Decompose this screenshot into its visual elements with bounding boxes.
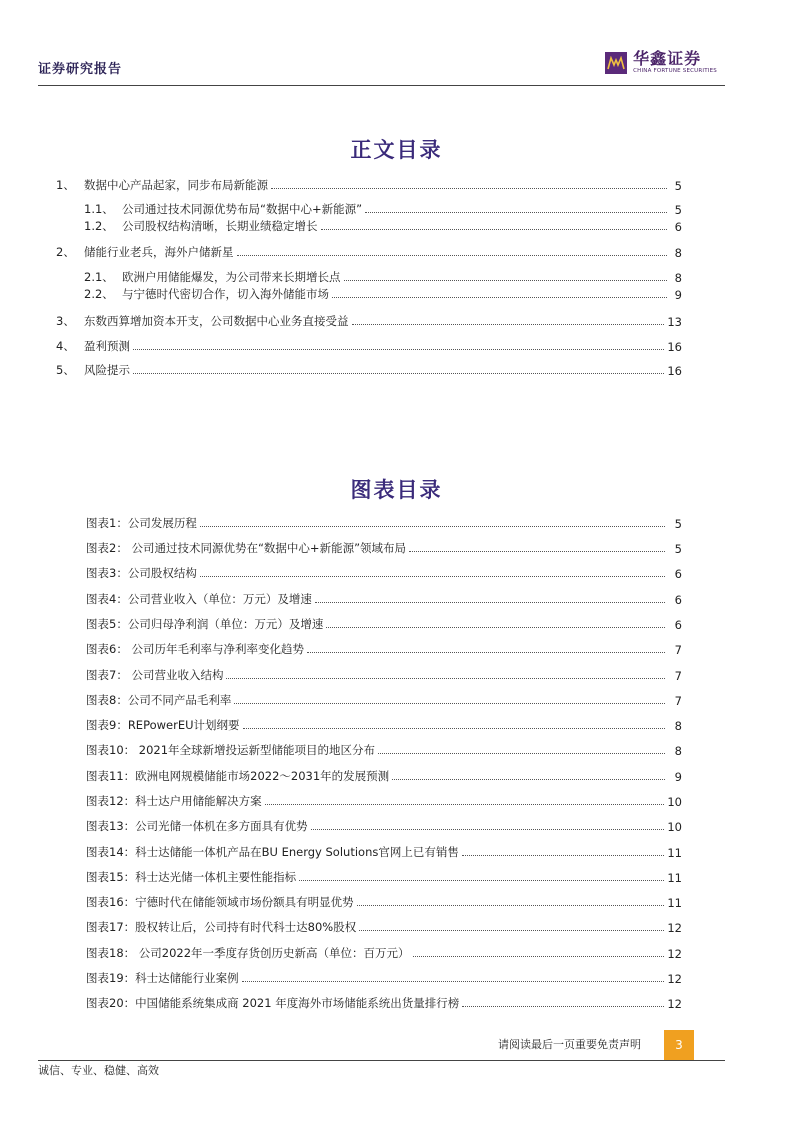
figure-item[interactable] <box>86 742 682 758</box>
toc-item[interactable] <box>84 201 682 217</box>
figure-item-text: 图表17：股权转让后，公司持有时代科士达80%股权 <box>86 920 357 934</box>
leader-dots <box>271 188 667 189</box>
figure-item-page: 11 <box>667 896 682 910</box>
toc-item-page: 16 <box>667 364 682 378</box>
toc-item-number: 2.2、 <box>84 287 114 301</box>
figure-item[interactable] <box>86 565 682 581</box>
leader-dots <box>243 728 665 729</box>
leader-dots <box>133 349 664 350</box>
toc-item[interactable] <box>84 269 682 285</box>
leader-dots <box>392 779 665 780</box>
leader-dots <box>409 551 665 552</box>
figure-item[interactable] <box>86 844 682 860</box>
leader-dots <box>200 526 665 527</box>
leader-dots <box>462 855 665 856</box>
figure-item[interactable] <box>86 919 682 935</box>
leader-dots <box>200 576 665 577</box>
figure-item-text: 图表4：公司营业收入（单位：万元）及增速 <box>86 592 312 606</box>
figure-item-text: 图表10： 2021年全球新增投运新型储能项目的地区分布 <box>86 743 376 757</box>
figure-item-text: 图表12：科士达户用储能解决方案 <box>86 794 262 808</box>
figure-item-text: 图表9：REPowerEU计划纲要 <box>86 718 240 732</box>
leader-dots <box>265 804 665 805</box>
figure-item-page: 12 <box>667 921 682 935</box>
brand-logo-icon <box>605 52 627 74</box>
toc-item[interactable] <box>56 313 682 329</box>
figure-item[interactable] <box>86 591 682 607</box>
disclaimer-text: 请阅读最后一页重要免责声明 <box>498 1038 641 1051</box>
toc-item-number: 4、 <box>56 339 75 353</box>
leader-dots <box>332 297 667 298</box>
figure-item[interactable] <box>86 515 682 531</box>
figure-item[interactable] <box>86 818 682 834</box>
leader-dots <box>359 930 664 931</box>
document-type-label: 证券研究报告 <box>38 62 123 77</box>
figure-item-text: 图表2： 公司通过技术同源优势在“数据中心+新能源”领域布局 <box>86 541 407 555</box>
toc-item-text: 盈利预测 <box>84 339 130 353</box>
toc-item-page: 6 <box>674 220 682 234</box>
leader-dots <box>237 255 668 256</box>
toc-item-page: 16 <box>667 340 682 354</box>
leader-dots <box>413 956 665 957</box>
leader-dots <box>378 753 665 754</box>
toc-item[interactable] <box>56 177 682 193</box>
figure-item[interactable] <box>86 616 682 632</box>
leader-dots <box>133 373 664 374</box>
figure-item-page: 7 <box>674 694 682 708</box>
figure-item-page: 10 <box>667 820 682 834</box>
toc-item-text: 与宁德时代密切合作，切入海外储能市场 <box>122 287 329 301</box>
figure-item[interactable] <box>86 540 682 556</box>
figure-item-text: 图表6： 公司历年毛利率与净利率变化趋势 <box>86 642 304 656</box>
figure-item-text: 图表13：公司光储一体机在多方面具有优势 <box>86 819 308 833</box>
toc-item-text: 风险提示 <box>84 363 130 377</box>
figure-item-page: 12 <box>667 997 682 1011</box>
figure-item[interactable] <box>86 869 682 885</box>
figure-list-title: 图表目录 <box>350 477 443 502</box>
figure-item-text: 图表16：宁德时代在储能领域市场份额具有明显优势 <box>86 895 354 909</box>
leader-dots <box>311 829 665 830</box>
figure-item-text: 图表1：公司发展历程 <box>86 516 197 530</box>
brand-name-cn: 华鑫证券 <box>633 49 702 69</box>
figure-item-page: 6 <box>674 618 682 632</box>
figure-item-text: 图表5：公司归母净利润（单位：万元）及增速 <box>86 617 324 631</box>
toc-item-number: 5、 <box>56 363 75 377</box>
figure-item-page: 10 <box>667 795 682 809</box>
figure-item-page: 11 <box>667 846 682 860</box>
figure-item-page: 6 <box>674 593 682 607</box>
figure-item-page: 9 <box>674 770 682 784</box>
footer-motto: 诚信、专业、稳健、高效 <box>38 1064 159 1077</box>
toc-item-page: 5 <box>674 179 682 193</box>
leader-dots <box>344 280 668 281</box>
figure-item-page: 8 <box>674 744 682 758</box>
figure-item[interactable] <box>86 768 682 784</box>
leader-dots <box>365 212 667 213</box>
brand-name-en: CHINA FORTUNE SECURITIES <box>633 68 717 75</box>
brand <box>605 48 717 78</box>
leader-dots <box>315 602 665 603</box>
leader-dots <box>357 905 665 906</box>
toc-item[interactable] <box>56 244 682 260</box>
figure-item[interactable] <box>86 995 682 1011</box>
toc-item-text: 公司通过技术同源优势布局“数据中心+新能源” <box>122 202 363 216</box>
footer-divider <box>38 1060 725 1061</box>
figure-item-text: 图表7： 公司营业收入结构 <box>86 668 224 682</box>
toc-item-text: 欧洲户用储能爆发，为公司带来长期增长点 <box>122 270 341 284</box>
toc-item-text: 储能行业老兵，海外户储新星 <box>84 245 234 259</box>
figure-item[interactable] <box>86 970 682 986</box>
toc-item-page: 9 <box>674 288 682 302</box>
figure-item-page: 7 <box>674 643 682 657</box>
figure-item-text: 图表3：公司股权结构 <box>86 566 197 580</box>
toc-item-number: 1、 <box>56 178 75 192</box>
figure-item-text: 图表18： 公司2022年一季度存货创历史新高（单位：百万元） <box>86 946 410 960</box>
figure-item-page: 5 <box>674 517 682 531</box>
figure-item-page: 8 <box>674 719 682 733</box>
leader-dots <box>321 229 668 230</box>
toc-item-number: 2.1、 <box>84 270 114 284</box>
toc-item-page: 8 <box>674 271 682 285</box>
toc-item-number: 1.2、 <box>84 219 114 233</box>
toc-item-page: 5 <box>674 203 682 217</box>
figure-item-page: 6 <box>674 567 682 581</box>
figure-item-page: 7 <box>674 669 682 683</box>
leader-dots <box>299 880 664 881</box>
figure-item-text: 图表11：欧洲电网规模储能市场2022～2031年的发展预测 <box>86 769 390 783</box>
leader-dots <box>462 1006 664 1007</box>
figure-item[interactable] <box>86 641 682 657</box>
toc-item-text: 公司股权结构清晰，长期业绩稳定增长 <box>122 219 318 233</box>
figure-item-text: 图表14：科士达储能一体机产品在BU Energy Solutions官网上已有销售 <box>86 845 459 859</box>
figure-item-text: 图表15：科士达光储一体机主要性能指标 <box>86 870 297 884</box>
leader-dots <box>352 324 665 325</box>
toc-item-page: 8 <box>674 246 682 260</box>
figure-item[interactable] <box>86 793 682 809</box>
leader-dots <box>326 627 665 628</box>
figure-item-page: 12 <box>667 972 682 986</box>
figure-item-page: 12 <box>667 947 682 961</box>
toc-item[interactable] <box>56 338 682 354</box>
toc-item-text: 东数西算增加资本开支，公司数据中心业务直接受益 <box>84 314 349 328</box>
leader-dots <box>242 981 665 982</box>
figure-item-page: 11 <box>667 871 682 885</box>
toc-item-number: 1.1、 <box>84 202 114 216</box>
toc-item-page: 13 <box>667 315 682 329</box>
page-number: 3 <box>664 1030 694 1060</box>
figure-item-page: 5 <box>674 542 682 556</box>
figure-item-text: 图表20：中国储能系统集成商 2021 年度海外市场储能系统出货量排行榜 <box>86 996 460 1010</box>
leader-dots <box>307 652 665 653</box>
figure-item[interactable] <box>86 667 682 683</box>
figure-item[interactable] <box>86 894 682 910</box>
figure-item[interactable] <box>86 717 682 733</box>
figure-item[interactable] <box>86 945 682 961</box>
toc-item[interactable] <box>84 218 682 234</box>
leader-dots <box>226 678 665 679</box>
figure-item-text: 图表19：科士达储能行业案例 <box>86 971 239 985</box>
toc-item-text: 数据中心产品起家，同步布局新能源 <box>84 178 268 192</box>
page-header <box>38 44 725 86</box>
toc-item[interactable] <box>84 286 682 302</box>
toc-title: 正文目录 <box>350 137 443 162</box>
toc-item-number: 2、 <box>56 245 75 259</box>
toc-item-number: 3、 <box>56 314 75 328</box>
figure-item-text: 图表8：公司不同产品毛利率 <box>86 693 232 707</box>
leader-dots <box>234 703 665 704</box>
figure-item[interactable] <box>86 692 682 708</box>
toc-item[interactable] <box>56 362 682 378</box>
